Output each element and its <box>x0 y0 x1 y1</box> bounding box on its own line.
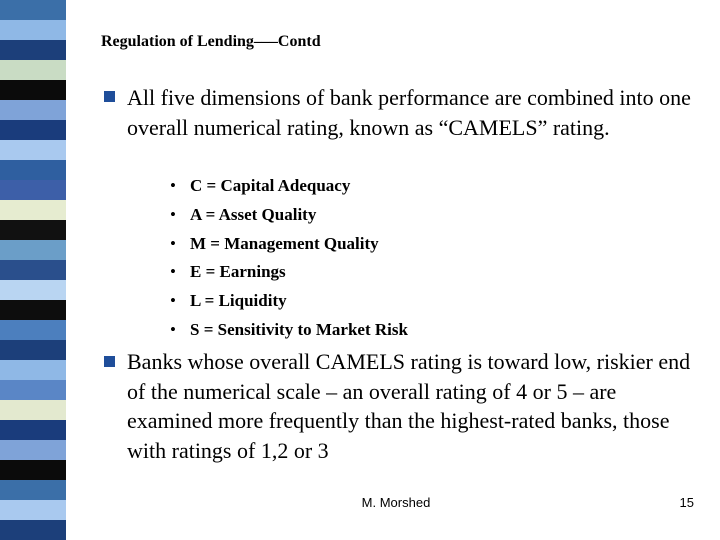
decorative-color-stripe <box>0 0 66 540</box>
stripe-segment <box>0 60 66 81</box>
stripe-segment <box>0 320 66 341</box>
camels-item-liquidity <box>170 289 408 318</box>
stripe-segment <box>0 120 66 141</box>
camels-item-capital <box>170 174 408 203</box>
camels-item-label: C = Capital Adequacy <box>190 176 351 195</box>
camels-item-sensitivity <box>170 318 408 347</box>
stripe-segment <box>0 40 66 61</box>
stripe-segment <box>0 480 66 501</box>
bullet-dot-icon: • <box>170 233 176 253</box>
stripe-segment <box>0 220 66 241</box>
bullet-paragraph-2: Banks whose overall CAMELS rating is toward low, riskier end of the numerical scale – an overall rating of 4 or 5 – are examined more frequently than the highest-rated banks, those with ratings of 1,2 or 3 <box>127 349 691 463</box>
square-bullet-icon <box>104 356 115 367</box>
camels-item-label: S = Sensitivity to Market Risk <box>190 319 408 339</box>
stripe-segment <box>0 0 66 21</box>
footer-author: M. Morshed <box>361 495 431 510</box>
stripe-segment <box>0 240 66 261</box>
bullet-dot-icon: • <box>170 319 176 339</box>
slide-title: Regulation of Lending–––Contd <box>101 33 321 50</box>
bullet-dot-icon: • <box>170 291 176 311</box>
camels-item-management <box>170 232 408 261</box>
stripe-segment <box>0 520 66 540</box>
stripe-segment <box>0 500 66 521</box>
camels-item-earnings <box>170 260 408 289</box>
camels-item-label: L = Liquidity <box>190 291 287 311</box>
camels-list <box>170 174 408 347</box>
stripe-segment <box>0 20 66 41</box>
square-bullet-icon <box>104 91 115 102</box>
stripe-segment <box>0 440 66 461</box>
stripe-segment <box>0 140 66 161</box>
stripe-segment <box>0 360 66 381</box>
stripe-segment <box>0 280 66 301</box>
stripe-segment <box>0 420 66 441</box>
stripe-segment <box>0 380 66 401</box>
stripe-segment <box>0 260 66 281</box>
stripe-segment <box>0 400 66 421</box>
stripe-segment <box>0 200 66 221</box>
camels-item-asset <box>170 203 408 232</box>
stripe-segment <box>0 80 66 101</box>
camels-item-label: E = Earnings <box>190 262 286 282</box>
camels-item-label: A = Asset Quality <box>190 204 317 224</box>
stripe-segment <box>0 460 66 481</box>
stripe-segment <box>0 180 66 201</box>
stripe-segment <box>0 340 66 361</box>
page-number: 15 <box>679 495 694 510</box>
bullet-dot-icon: • <box>170 176 176 195</box>
stripe-segment <box>0 100 66 121</box>
camels-item-label: M = Management Quality <box>190 233 379 253</box>
bullet-dot-icon: • <box>170 262 176 282</box>
bullet-paragraph-1: All five dimensions of bank performance are combined into one overall numerical rating, known as “CAMELS” rating. <box>127 85 691 140</box>
bullet-dot-icon: • <box>170 204 176 224</box>
stripe-segment <box>0 160 66 181</box>
stripe-segment <box>0 300 66 321</box>
